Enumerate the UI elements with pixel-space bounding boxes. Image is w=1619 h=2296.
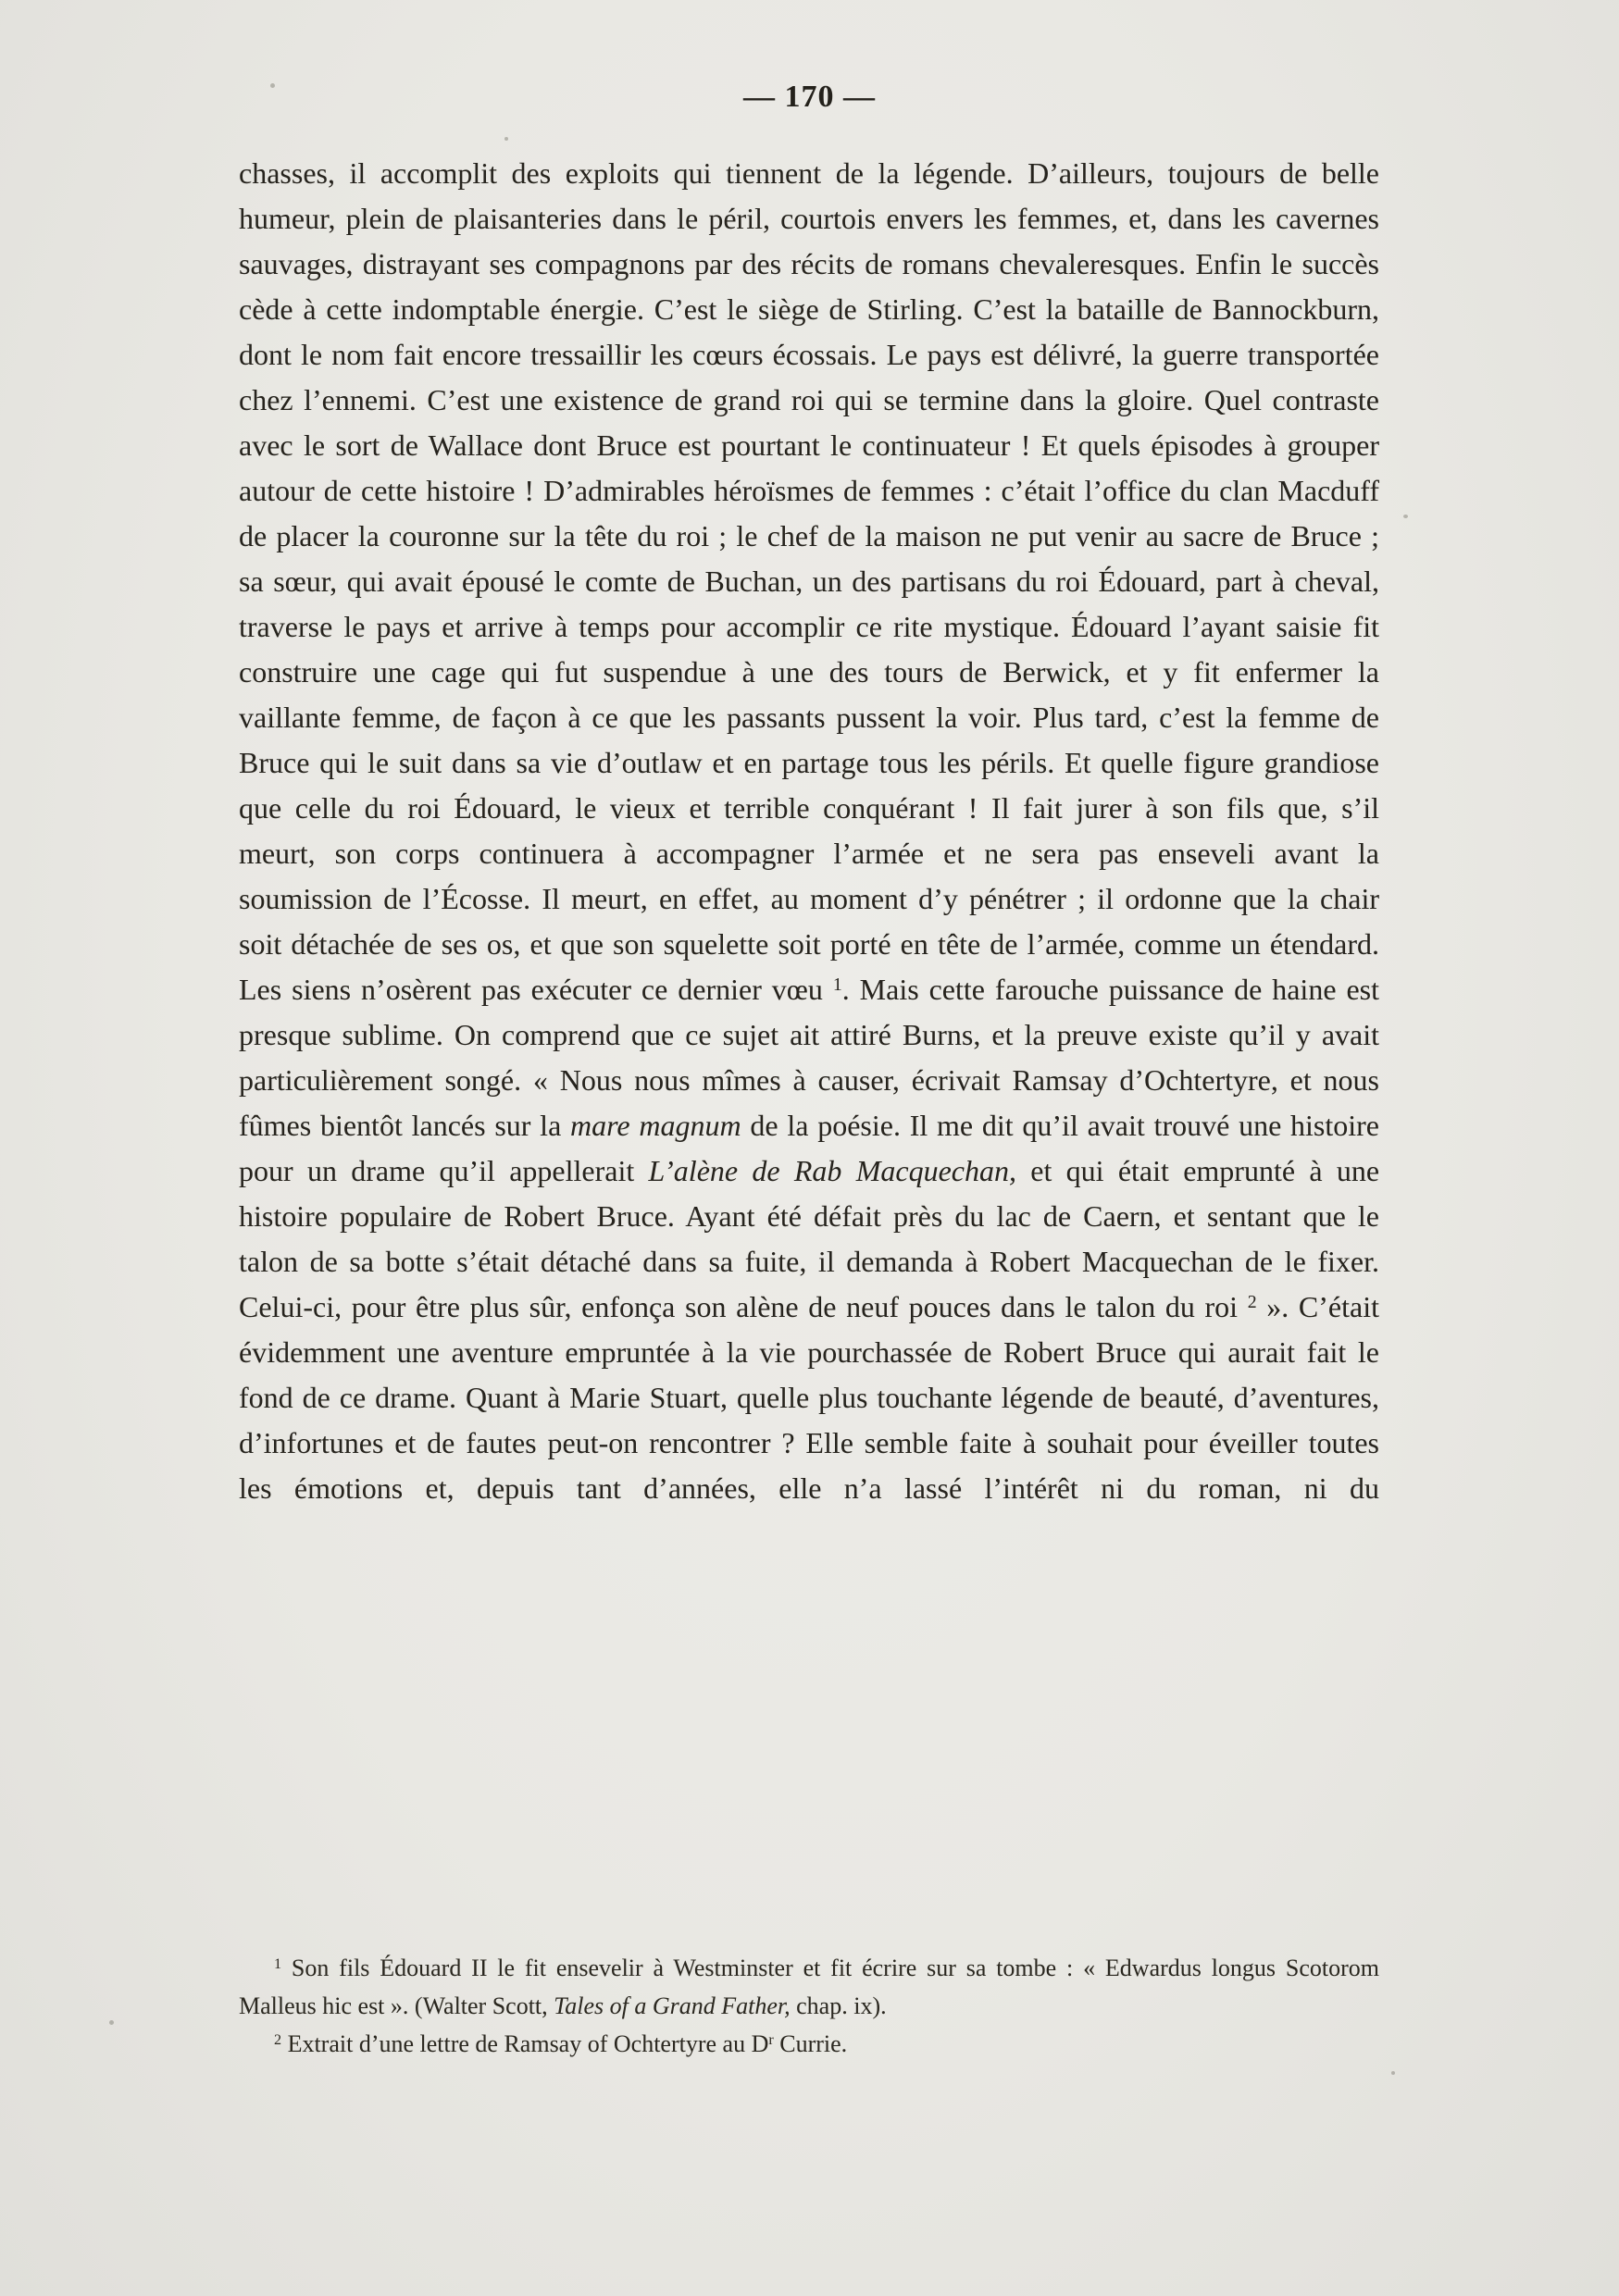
- footnote-1-marker: 1: [274, 1955, 282, 1972]
- body-segment: ». C’était évidemment une aventure empruntée à la vie pourchassée de Robert Bruce qui aurait fait le fond de ce drame. Quant à Marie Stuart, quelle plus touchante légende de beauté, d’aventures, d’infortunes et de fautes peut-on rencontrer ? Elle semble faite à souhait pour éveiller toutes les émotions et, depuis tant d’années, elle n’a lassé l’intérêt ni du roman, ni du: [239, 1290, 1380, 1505]
- scan-speck: [1391, 2071, 1395, 2075]
- body-segment: . Mais cette farouche puissance de haine est presque sublime. On comprend que ce sujet ait attiré Burns, et la preuve existe qu’il y avait particulièrement songé. « Nous nous mîmes à causer, écrivait Ramsay d’Ochtertyre, et nous fûmes bientôt lancés sur la: [239, 973, 1380, 1142]
- footnote-2-text: Currie.: [773, 2030, 848, 2057]
- footnote-2-marker: 2: [274, 2031, 282, 2048]
- footnote-1-text: chap. ix).: [790, 1992, 887, 2019]
- body-segment: chasses, il accomplit des exploits qui tiennent de la légende. D’ailleurs, toujours de belle humeur, plein de plaisanteries dans le péril, courtois envers les femmes, et, dans les cavernes sauvages, distrayant ses compagnons par des récits de romans chevaleresques. Enfin le succès cède à cette indomptable énergie. C’est le siège de Stirling. C’est la bataille de Bannockburn, dont le nom fait encore tressaillir les cœurs écossais. Le pays est délivré, la guerre transportée chez l’ennemi. C’est une existence de grand roi qui se termine dans la gloire. Quel contraste avec le sort de Wallace dont Bruce est pourtant le continuateur ! Et quels épisodes à grouper autour de cette histoire ! D’admirables héroïsmes de femmes : c’était l’office du clan Macduff de placer la couronne sur la tête du roi ; le chef de la maison ne put venir au sacre de Bruce ; sa sœur, qui avait épousé le comte de Buchan, un des partisans du roi Édouard, part à cheval, traverse le pays et arrive à temps pour accomplir ce rite mystique. Édouard l’ayant saisie fit construire une cage qui fut suspendue à une des tours de Berwick, et y fit enfermer la vaillante femme, de façon à ce que les passants pussent la voir. Plus tard, c’est la femme de Bruce qui le suit dans sa vie d’outlaw et en partage tous les périls. Et quelle figure grandiose que celle du roi Édouard, le vieux et terrible conquérant ! Il fait jurer à son fils que, s’il meurt, son corps continuera à accompagner l’armée et ne sera pas enseveli avant la soumission de l’Écosse. Il meurt, en effet, au moment d’y pénétrer ; il ordonne que la chair soit détachée de ses os, et que son squelette soit porté en tête de l’armée, comme un étendard. Les siens n’osèrent pas exécuter ce dernier vœu: [239, 156, 1379, 1006]
- body-segment-italic: mare magnum: [570, 1109, 741, 1142]
- body-segment-italic: L’alène de Rab Macquechan,: [648, 1154, 1016, 1187]
- footnotes-block: [239, 1949, 1379, 2063]
- body-segment: de la poésie. Il me dit qu’il avait trouvé une histoire pour un drame qu’il appellerait: [239, 1109, 1380, 1187]
- footnote-2-text: Extrait d’une lettre de Ramsay of Ochtertyre au D: [281, 2030, 769, 2057]
- footnote-1-text: Son fils Édouard II le fit ensevelir à Westminster et fit écrire sur sa tombe : « Edwardus longus Scotorom Malleus hic est ». (Walter Scott,: [239, 1955, 1379, 2019]
- footnote-1-text-italic: Tales of a Grand Father,: [554, 1992, 791, 2019]
- page-number: — 170 —: [743, 80, 876, 114]
- footnote-marker-1: 1: [832, 974, 842, 996]
- body-paragraph: [239, 151, 1379, 1511]
- footnote-marker-2: 2: [1247, 1292, 1257, 1313]
- scan-speck: [504, 137, 508, 141]
- footnote-1: [239, 1949, 1379, 2025]
- scan-speck: [1403, 515, 1408, 518]
- body-segment: et qui était emprunté à une histoire populaire de Robert Bruce. Ayant été défait près du lac de Caern, et sentant que le talon de sa botte s’était détaché dans sa fuite, il demanda à Robert Macquechan de le fixer. Celui-ci, pour être plus sûr, enfonça son alène de neuf pouces dans le talon du roi: [239, 1154, 1380, 1323]
- footnote-2: [239, 2025, 1379, 2063]
- scan-speck: [109, 2020, 114, 2025]
- footnote-2-superscript-r: r: [768, 2031, 774, 2048]
